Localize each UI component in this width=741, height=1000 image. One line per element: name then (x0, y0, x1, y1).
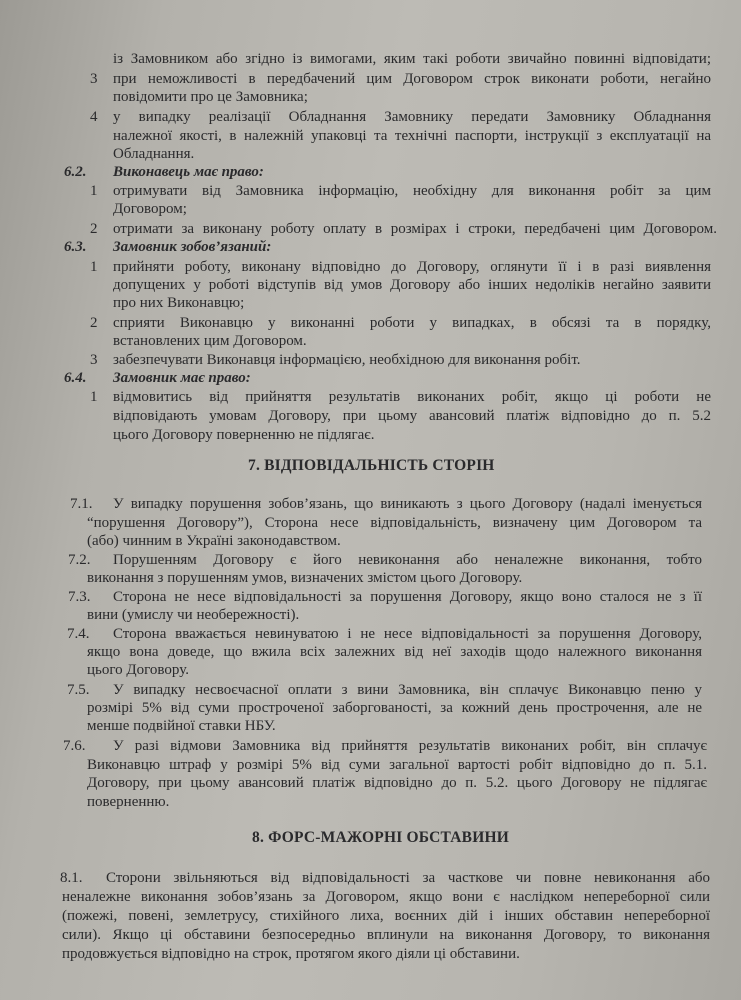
text-line: належної якості, в належній упаковці та технічні паспорти, інструкції з експлуатації на (113, 128, 711, 144)
text-line: сили). Якщо ці обставини безпосередньо вплинули на виконання Договору, то виконання (62, 927, 710, 943)
text-line: відмовитись від прийняття результатів виконаних робіт, якщо ці роботи не (113, 389, 711, 405)
text-line: Сторона не несе відповідальності за порушення Договору, якщо воно сталося не з її (113, 589, 702, 605)
text-line: відповідають умовам Договору, при цьому авансовий платіж відповідно до п. 5.2 (113, 408, 711, 424)
clause-number: 7.6. (63, 738, 86, 754)
text-line: У випадку несвоєчасної оплати з вини Замовника, він сплачує Виконавцю пеню у (113, 682, 702, 698)
section-number: 6.4. (64, 370, 87, 386)
text-line: Договору, при цьому авансовий платіж відповідно до п. 5.2. цього Договору не підлягає (87, 775, 707, 791)
clause-number: 8.1. (60, 870, 83, 886)
text-line: неналежне виконання зобов’язань за Договором, якщо вони є наслідком непереборної сили (62, 889, 710, 905)
text-line: із Замовником або згідно із вимогами, яким такі роботи звичайно повинні відповідати; (113, 51, 711, 67)
text-line: цього Договору. (87, 662, 189, 678)
text-line: поверненню. (87, 794, 170, 810)
text-line: У випадку порушення зобов’язань, що виникають з цього Договору (надалі іменується (113, 496, 702, 512)
text-line: Сторони звільняються від відповідальності за часткове чи повне невиконання або (106, 870, 710, 886)
text-line: (або) чинним в Україні законодавством. (87, 533, 341, 549)
section-title: Виконавець має право: (113, 164, 264, 180)
text-line: повідомити про це Замовника; (113, 89, 308, 105)
text-line: У разі відмови Замовника від прийняття результатів виконаних робіт, він сплачує (113, 738, 707, 754)
text-line: цього Договору поверненню не підлягає. (113, 427, 375, 443)
list-number: 2 (90, 315, 98, 331)
text-line: (пожежі, повені, землетрусу, стихійного лиха, воєнних дій і інших обставин непереборної (62, 908, 710, 924)
text-line: виконання з порушенням умов, визначених змістом цього Договору. (87, 570, 523, 586)
section-number: 6.3. (64, 239, 87, 255)
section-number: 6.2. (64, 164, 87, 180)
list-number: 1 (90, 259, 98, 275)
text-line: розмірі 5% від суми простроченої заборгованості, за кожний день прострочення, але не (87, 700, 702, 716)
list-number: 2 (90, 221, 98, 237)
list-number: 3 (90, 71, 98, 87)
text-line: при неможливості в передбачений цим Договором строк виконати роботи, негайно (113, 71, 711, 87)
clause-number: 7.5. (67, 682, 90, 698)
text-line: отримати за виконану роботу оплату в розмірах і строки, передбачені цим Договором. (113, 221, 717, 237)
text-line: сприяти Виконавцю у виконанні роботи у випадках, в обсязі та в порядку, (113, 315, 711, 331)
text-line: допущених у роботі відступів від умов Договору або інших недоліків негайно заявити (113, 277, 711, 293)
list-number: 1 (90, 183, 98, 199)
text-line: вини (умислу чи необережності). (87, 607, 300, 623)
clause-number: 7.2. (68, 552, 91, 568)
clause-number: 7.1. (70, 496, 93, 512)
section-heading: 8. ФОРС-МАЖОРНІ ОБСТАВИНИ (252, 829, 509, 846)
text-line: встановлених цим Договором. (113, 333, 307, 349)
text-line: Виконавцю штраф у розмірі 5% від суми загальної вартості робіт відповідно до п. 5.1. (87, 757, 707, 773)
clause-number: 7.4. (67, 626, 90, 642)
list-number: 1 (90, 389, 98, 405)
list-number: 3 (90, 352, 98, 368)
clause-number: 7.3. (68, 589, 91, 605)
text-line: Договором; (113, 201, 187, 217)
list-number: 4 (90, 109, 98, 125)
text-line: забезпечувати Виконавця інформацією, необхідною для виконання робіт. (113, 352, 581, 368)
section-title: Замовник зобов’язаний: (113, 239, 272, 255)
text-line: Обладнання. (113, 146, 195, 162)
text-line: прийняти роботу, виконану відповідно до Договору, оглянути її і в разі виявлення (113, 259, 711, 275)
text-line: якщо вона доведе, що вжила всіх залежних від неї заходів щодо належного виконання (87, 644, 702, 660)
section-heading: 7. ВІДПОВІДАЛЬНІСТЬ СТОРІН (248, 457, 495, 474)
text-line: отримувати від Замовника інформацію, необхідну для виконання робіт за цим (113, 183, 711, 199)
text-line: “порушення Договору”), Сторона несе відповідальність, визначену цим Договором та (87, 515, 702, 531)
section-title: Замовник має право: (113, 370, 251, 386)
text-line: у випадку реалізації Обладнання Замовнику передати Замовнику Обладнання (113, 109, 711, 125)
text-line: продовжується відповідно на строк, протягом якого діяли ці обставини. (62, 946, 520, 962)
text-line: Порушенням Договору є його невиконання або неналежне виконання, тобто (113, 552, 702, 568)
text-line: менше подвійної ставки НБУ. (87, 718, 276, 734)
text-line: Сторона вважається невинуватою і не несе відповідальності за порушення Договору, (113, 626, 702, 642)
text-line: про них Виконавцю; (113, 295, 245, 311)
